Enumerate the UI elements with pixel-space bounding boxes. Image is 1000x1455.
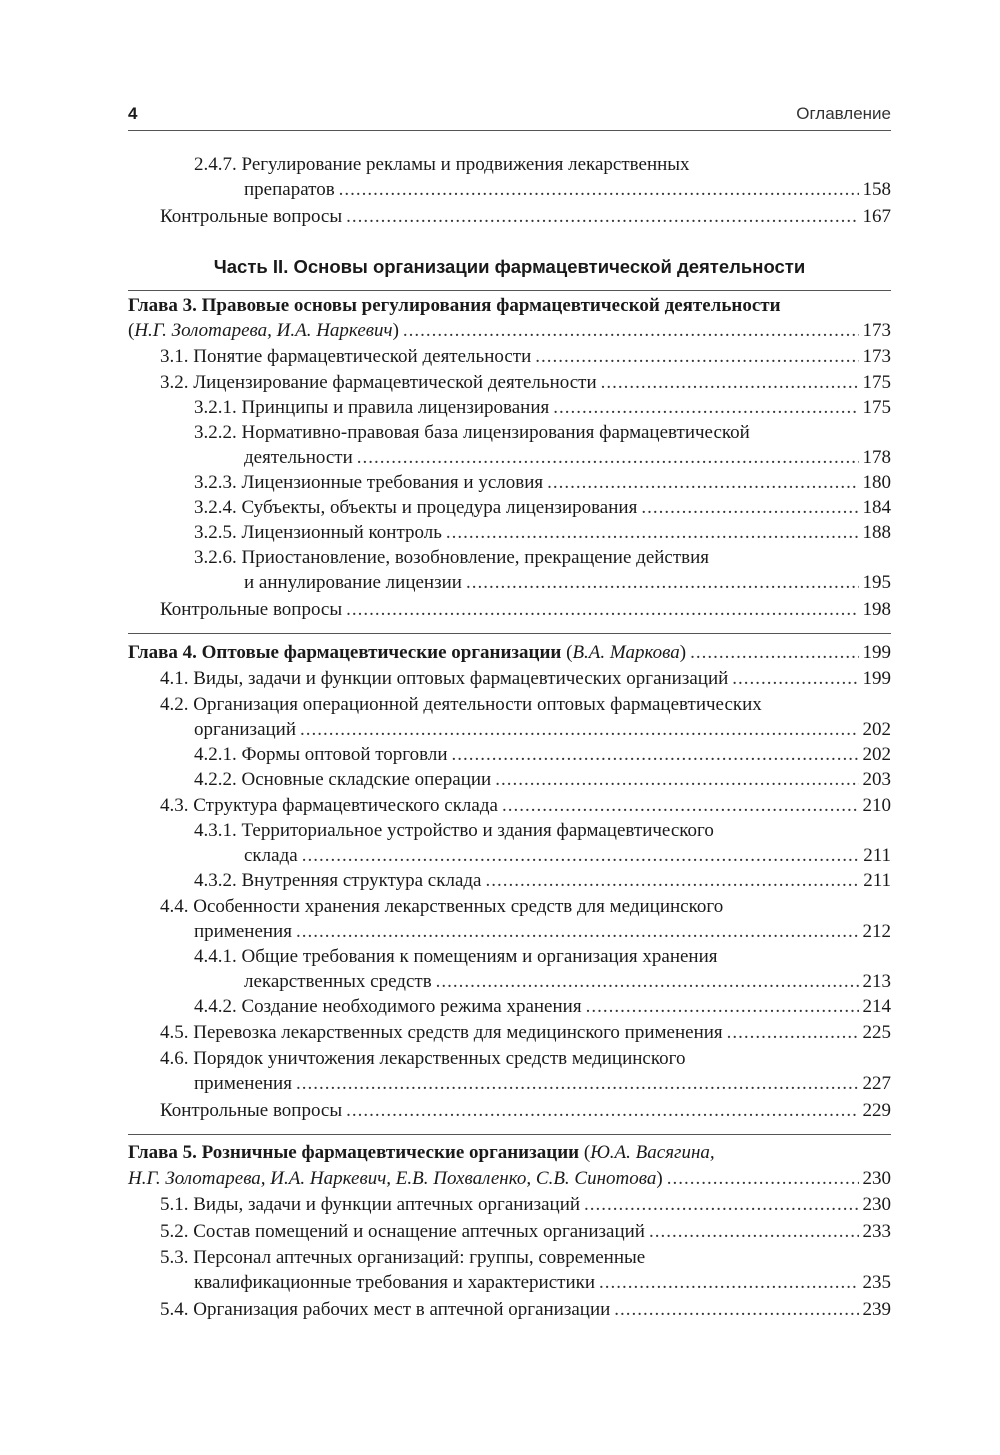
page-ref: 229: [862, 1100, 891, 1121]
toc-entry-4-2-cont[interactable]: организаций ..... 202: [128, 717, 891, 742]
page-ref: 225: [862, 1022, 891, 1043]
toc-entry-3-2-2[interactable]: 3.2.2. Нормативно-правовая база лицензирования фармацевтической: [194, 422, 750, 443]
leader-dots: [346, 1098, 858, 1123]
toc-entry-4-4-cont[interactable]: применения ..... 212: [128, 919, 891, 944]
toc-entry-4-3[interactable]: 4.3. Структура фармацевтического склада ..... 210: [128, 793, 891, 818]
section-divider: [128, 1134, 891, 1135]
toc-entry-4-2[interactable]: 4.2. Организация операционной деятельности оптовых фармацевтических: [160, 694, 762, 715]
leader-dots: [586, 994, 859, 1019]
page-ref: 211: [863, 845, 891, 866]
toc-entry-5-3-cont[interactable]: квалификационные требования и характеристики ..... 235: [128, 1270, 891, 1295]
toc-entry-4-2-1[interactable]: 4.2.1. Формы оптовой торговли ..... 202: [128, 742, 891, 767]
leader-dots: [403, 318, 859, 343]
leader-dots: [357, 445, 859, 470]
page-ref: 212: [862, 921, 891, 942]
toc-entry-4-5[interactable]: 4.5. Перевозка лекарственных средств для медицинского применения ..... 225: [128, 1020, 891, 1045]
toc-entry-4-3-2[interactable]: 4.3.2. Внутренняя структура склада ..... 211: [128, 868, 891, 893]
leader-dots: [584, 1192, 858, 1217]
toc-chapter-5-authors[interactable]: Н.Г. Золотарева, И.А. Наркевич, Е.В. Похваленко, С.В. Синотова) ..... 230: [128, 1166, 891, 1191]
toc-chapter-3[interactable]: Глава 3. Правовые основы регулирования фармацевтической деятельности: [128, 295, 781, 316]
chapter-authors: В.А. Маркова: [572, 642, 680, 663]
leader-dots: [346, 597, 858, 622]
toc-entry-5-3[interactable]: 5.3. Персонал аптечных организаций: группы, современные: [160, 1247, 646, 1268]
leader-dots: [732, 666, 858, 691]
page-ref: 214: [862, 996, 891, 1017]
page-ref: 175: [862, 372, 891, 393]
leader-dots: [727, 1020, 859, 1045]
leader-dots: [667, 1166, 859, 1191]
toc-chapter-4[interactable]: Глава 4. Оптовые фармацевтические организации (В.А. Маркова) ..... 199: [128, 640, 891, 665]
leader-dots: [302, 843, 860, 868]
toc-entry-control-questions[interactable]: Контрольные вопросы ..... 198: [128, 597, 891, 622]
running-title: Оглавление: [796, 104, 891, 123]
leader-dots: [495, 767, 858, 792]
leader-dots: [553, 395, 858, 420]
leader-dots: [296, 1071, 859, 1096]
leader-dots: [452, 742, 859, 767]
toc-entry-3-1[interactable]: 3.1. Понятие фармацевтической деятельности ..... 173: [128, 344, 891, 369]
page-ref: 202: [862, 744, 891, 765]
header-divider: [128, 130, 891, 131]
leader-dots: [296, 919, 859, 944]
page-ref: 195: [862, 572, 891, 593]
page-ref: 233: [862, 1221, 891, 1242]
part-title: Часть II. Основы организации фармацевтической деятельности: [213, 256, 806, 277]
toc-entry-control-questions[interactable]: Контрольные вопросы ..... 229: [128, 1098, 891, 1123]
leader-dots: [614, 1297, 858, 1322]
page-ref: 158: [862, 179, 891, 200]
page-ref: 230: [862, 1194, 891, 1215]
toc-entry-3-2-4[interactable]: 3.2.4. Субъекты, объекты и процедура лицензирования ..... 184: [128, 495, 891, 520]
leader-dots: [601, 370, 859, 395]
toc-entry-2-4-7-cont[interactable]: препаратов ..... 158: [128, 177, 891, 202]
page-ref: 199: [862, 668, 891, 689]
toc-entry-3-2-1[interactable]: 3.2.1. Принципы и правила лицензирования ..... 175: [128, 395, 891, 420]
page-ref: 211: [863, 870, 891, 891]
toc-entry-4-4-1-cont[interactable]: лекарственных средств ..... 213: [128, 969, 891, 994]
page-ref: 198: [862, 599, 891, 620]
page-ref: 173: [862, 320, 891, 341]
page-number: 4: [128, 104, 138, 123]
page-ref: 202: [862, 719, 891, 740]
leader-dots: [547, 470, 858, 495]
toc-entry-4-3-1[interactable]: 4.3.1. Территориальное устройство и здания фармацевтического: [194, 820, 714, 841]
page-ref: 178: [862, 447, 891, 468]
toc-entry-4-4-1[interactable]: 4.4.1. Общие требования к помещениям и организация хранения: [194, 946, 718, 967]
toc-entry-3-2-5[interactable]: 3.2.5. Лицензионный контроль ..... 188: [128, 520, 891, 545]
toc-entry-3-2-3[interactable]: 3.2.3. Лицензионные требования и условия ..... 180: [128, 470, 891, 495]
page-ref: 167: [862, 206, 891, 227]
toc-entry-3-2-6-cont[interactable]: и аннулирование лицензии ..... 195: [128, 570, 891, 595]
toc-entry-4-4[interactable]: 4.4. Особенности хранения лекарственных средств для медицинского: [160, 896, 724, 917]
leader-dots: [339, 177, 859, 202]
leader-dots: [436, 969, 859, 994]
toc-chapter-3-authors[interactable]: (Н.Г. Золотарева, И.А. Наркевич) ..... 173: [128, 318, 891, 343]
page-ref: 199: [862, 642, 891, 663]
page-ref: 175: [862, 397, 891, 418]
leader-dots: [466, 570, 859, 595]
toc-entry-3-2[interactable]: 3.2. Лицензирование фармацевтической деятельности ..... 175: [128, 370, 891, 395]
page-ref: 227: [862, 1073, 891, 1094]
section-divider: [128, 290, 891, 291]
toc-entry-2-4-7[interactable]: 2.4.7. Регулирование рекламы и продвижения лекарственных: [194, 154, 690, 175]
leader-dots: [599, 1270, 858, 1295]
toc-chapter-5[interactable]: Глава 5. Розничные фармацевтические организации (Ю.А. Васягина,: [128, 1142, 715, 1163]
toc-entry-5-4[interactable]: 5.4. Организация рабочих мест в аптечной организации ..... 239: [128, 1297, 891, 1322]
chapter-authors: Н.Г. Золотарева, И.А. Наркевич, Е.В. Похваленко, С.В. Синотова: [128, 1168, 657, 1189]
page-ref: 184: [862, 497, 891, 518]
toc-entry-3-2-2-cont[interactable]: деятельности ..... 178: [128, 445, 891, 470]
leader-dots: [641, 495, 858, 520]
toc-entry-3-2-6[interactable]: 3.2.6. Приостановление, возобновление, прекращение действия: [194, 547, 710, 568]
toc-entry-control-questions[interactable]: Контрольные вопросы ..... 167: [128, 204, 891, 229]
section-divider: [128, 633, 891, 634]
toc-entry-4-6-cont[interactable]: применения ..... 227: [128, 1071, 891, 1096]
leader-dots: [446, 520, 859, 545]
page-ref: 173: [862, 346, 891, 367]
toc-entry-5-2[interactable]: 5.2. Состав помещений и оснащение аптечных организаций ..... 233: [128, 1219, 891, 1244]
toc-entry-4-2-2[interactable]: 4.2.2. Основные складские операции ..... 203: [128, 767, 891, 792]
toc-entry-4-4-2[interactable]: 4.4.2. Создание необходимого режима хранения ..... 214: [128, 994, 891, 1019]
chapter-authors: Н.Г. Золотарева, И.А. Наркевич: [134, 320, 393, 341]
page-ref: 188: [862, 522, 891, 543]
toc-entry-5-1[interactable]: 5.1. Виды, задачи и функции аптечных организаций ..... 230: [128, 1192, 891, 1217]
page-header: [128, 104, 891, 130]
page-ref: 239: [862, 1299, 891, 1320]
page-ref: 213: [862, 971, 891, 992]
page-ref: 180: [862, 472, 891, 493]
toc-entry-4-3-1-cont[interactable]: склада ..... 211: [128, 843, 891, 868]
leader-dots: [502, 793, 859, 818]
leader-dots: [649, 1219, 859, 1244]
leader-dots: [535, 344, 858, 369]
page-ref: 230: [862, 1168, 891, 1189]
toc-entry-4-1[interactable]: 4.1. Виды, задачи и функции оптовых фармацевтических организаций ..... 199: [128, 666, 891, 691]
leader-dots: [346, 204, 858, 229]
chapter-authors: Ю.А. Васягина,: [590, 1142, 715, 1163]
page-ref: 235: [862, 1272, 891, 1293]
leader-dots: [486, 868, 860, 893]
page-ref: 210: [862, 795, 891, 816]
leader-dots: [690, 640, 858, 665]
toc-entry-4-6[interactable]: 4.6. Порядок уничтожения лекарственных средств медицинского: [160, 1048, 686, 1069]
page-ref: 203: [862, 769, 891, 790]
leader-dots: [300, 717, 858, 742]
